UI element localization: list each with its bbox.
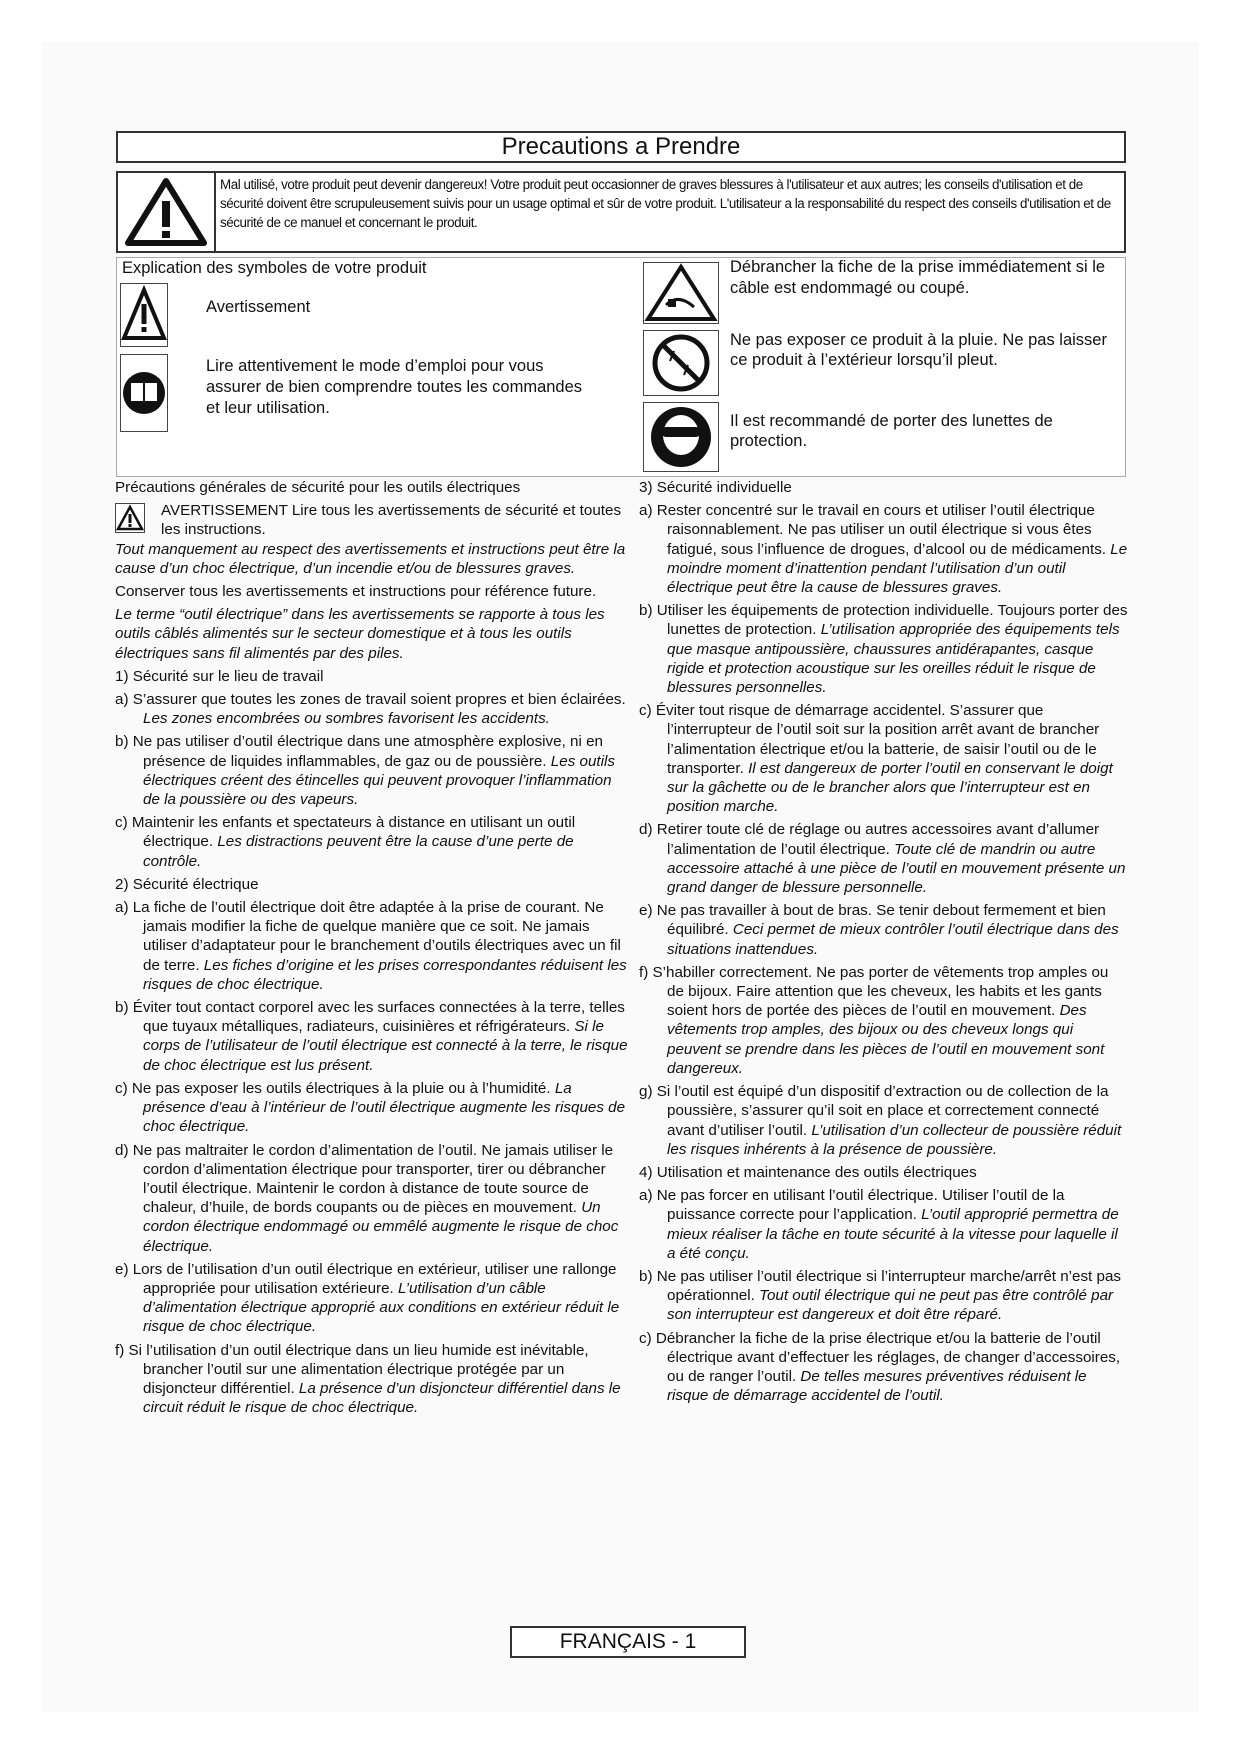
list-item: d) Ne pas maltraiter le cordon d’alimentation de l’outil. Ne jamais utiliser le cordon d’alimentation électrique pour transporter, tirer ou débrancher l’outil électrique. Maintenir le cordon à distance de toute source de chaleur, d’huile, de bords coupants ou de pièces en mouvement. Un cordon électrique endommagé ou emmêlé augmente le risque de choc électrique. (115, 1141, 619, 1255)
list-item: f) Si l’utilisation d’un outil électrique dans un lieu humide est inévitable, brancher l’outil sur une alimentation électrique protégée par un disjoncteur différentiel. La présence d’un disjoncteur différentiel dans le circuit réduit le risque de choc électrique. (115, 1341, 621, 1417)
unplug-cable-icon (643, 262, 719, 324)
list-item: a) Ne pas forcer en utilisant l’outil électrique. Utiliser l’outil de la puissance correcte pour l’application. L’outil approprié permettra de mieux réaliser la tâche en toute sécurité à la vitesse pour laquelle il a été conçu. (639, 1187, 1119, 1262)
safety-goggles-icon (643, 402, 719, 472)
symbol-goggles-label: Il est recommandé de porter des lunettes de protection. (730, 412, 1053, 450)
list-item: b) Ne pas utiliser d’outil électrique dans une atmosphère explosive, ni en présence de liquides inflammables, de gaz ou de poussière. Les outils électriques créent des étincelles qui peuvent provoquer l’inflammation de la poussière ou des vapeurs. (115, 733, 615, 809)
left-column (115, 478, 629, 1421)
symbol-manual-label: Lire attentivement le mode d’emploi pour vous assurer de bien comprendre toutes les commandes et leur utilisation. (206, 357, 583, 417)
intro-warning-box (116, 171, 1126, 253)
general-warning (115, 501, 629, 539)
intro-text: Mal utilisé, votre produit peut devenir dangereux! Votre produit peut occasionner de graves blessures à l'utilisateur et aux autres; les conseils d'utilisation et de sécurité doivent être scrupuleusement suivis pour un usage optimal et sûr de votre produit. L'utilisateur a la responsabilité du respect des conseils d'utilisation et de sécurité de ce manuel et concernant le produit. (220, 177, 1111, 230)
warning-triangle-icon (118, 173, 216, 251)
list-item: b) Ne pas utiliser l’outil électrique si l’interrupteur marche/arrêt n’est pas opérationnel. Tout outil électrique qui ne peut pas être contrôlé par son interrupteur est dangereux et doit être réparé. (639, 1267, 1121, 1324)
list-item: c) Ne pas exposer les outils électriques à la pluie ou à l’humidité. La présence d’eau à l’intérieur de l’outil électrique augmente les risques de choc électrique. (115, 1079, 626, 1136)
list-item: c) Débrancher la fiche de la prise électrique et/ou la batterie de l’outil électrique avant d’effectuer les réglages, de changer d’accessoires, ou de ranger l’outil. De telles mesures préventives réduisent le risque de démarrage accidentel de l’outil. (639, 1329, 1121, 1405)
symbol-warning-label: Avertissement (206, 298, 311, 316)
term-definition: Le terme “outil électrique” dans les avertissements se rapporte à tous les outils câblés alimentés sur le secteur domestique et à tous les outils électriques sans fil alimentés par des piles. (115, 606, 605, 662)
symbol-unplug-label: Débrancher la fiche de la prise immédiatement si le câble est endommagé ou coupé. (730, 258, 1106, 297)
list-item: c) Éviter tout risque de démarrage accidentel. S’assurer que l’interrupteur de l’outil soit sur la position arrêt avant de brancher l’alimentation électrique et/ou la batterie, de saisir l’outil ou de le transporter. Il est dangereux de porter l’outil en conservant le doigt sur la gâchette ou de le brancher alors que l’interrupteur est en position marche. (639, 702, 1113, 816)
right-column (639, 478, 1129, 1409)
list-item: a) Rester concentré sur le travail en cours et utiliser l’outil électrique raisonnablement. Ne pas utiliser un outil électrique si vous êtes fatigué, sous l’influence de drogues, d’alcool ou de médicaments. Le moindre moment d’inattention pendant l’utilisation d’un outil électrique peut être la cause de blessures graves. (639, 502, 1128, 597)
warning-triangle-icon (115, 503, 145, 533)
page-footer: FRANÇAIS - 1 (510, 1626, 746, 1658)
list-item: b) Éviter tout contact corporel avec les surfaces connectées à la terre, telles que tuyaux métalliques, radiateurs, cuisinières et réfrigérateurs. Si le corps de l’utilisateur de l’outil électrique est connecté à la terre, le risque de choc électrique est lus présent. (115, 999, 628, 1074)
symbol-rain-label: Ne pas exposer ce produit à la pluie. Ne pas laisser ce produit à l’extérieur lorsqu’il pleut. (730, 331, 1107, 369)
list-item: b) Utiliser les équipements de protection individuelle. Toujours porter des lunettes de protection. L’utilisation appropriée des équipements tels que masque antipoussière, chaussures antidérapantes, casque rigide et protection acoustique sur les oreilles réduit le risque de blessures personnelles. (639, 602, 1128, 697)
list-item: e) Lors de l’utilisation d’un outil électrique en extérieur, utiliser une rallonge appropriée pour utilisation extérieure. L’utilisation d’un câble d’alimentation électrique approprié aux conditions en extérieur réduit le risque de choc électrique. (115, 1260, 620, 1336)
list-item: c) Maintenir les enfants et spectateurs à distance en utilisant un outil électrique. Les distractions peuvent être la cause d’une perte de contrôle. (115, 814, 576, 870)
warning-triangle-icon (120, 283, 168, 347)
list-item: d) Retirer toute clé de réglage ou autres accessoires avant d’allumer l’alimentation de l’outil électrique. Toute clé de mandrin ou autre accessoire attaché à une pièce de l’outil en mouvement présente un grand danger de blessure personnelle. (639, 821, 1126, 897)
list-item: a) La fiche de l’outil électrique doit être adaptée à la prise de courant. Ne jamais modifier la fiche de quelque manière que ce soit. Ne jamais utiliser d’adaptateur pour le branchement d’outils électriques avec un fil de terre. Les fiches d’origine et les prises correspondantes réduisent les risques de choc électrique. (115, 899, 627, 993)
symbols-heading: Explication des symboles de votre produit (122, 259, 427, 277)
warning-text-italic: Tout manquement au respect des avertissements et instructions peut être la cause d’un choc électrique, d’un incendie et/ou de blessures graves. (115, 540, 626, 577)
page-title: Precautions a Prendre (116, 131, 1126, 163)
subsection-heading: 2) Sécurité électrique (115, 875, 259, 893)
list-item: f) S’habiller correctement. Ne pas porter de vêtements trop amples ou de bijoux. Faire attention que les cheveux, les habits et les gants soient hors de portée des pièces de l’outil en mouvement. Des vêtements trop amples, des bijoux ou des cheveux longs qui peuvent se prendre dans les pièces de l’outil en mouvement sont dangereux. (639, 963, 1109, 1077)
subsection-heading: 1) Sécurité sur le lieu de travail (115, 667, 324, 685)
section-heading: Précautions générales de sécurité pour les outils électriques (115, 479, 521, 496)
list-item: g) Si l’outil est équipé d’un dispositif d’extraction ou de collection de la poussière, s’assurer qu’il soit en place et correctement connecté avant d’utiliser l’outil. L’utilisation d’un collecteur de poussière réduit les risques inhérents à la présence de poussière. (639, 1083, 1122, 1158)
subsection-heading: 4) Utilisation et maintenance des outils électriques (639, 1163, 977, 1181)
no-rain-icon (643, 330, 719, 396)
subsection-heading: 3) Sécurité individuelle (639, 479, 792, 496)
read-manual-icon (120, 354, 168, 432)
keep-instructions: Conserver tous les avertissements et instructions pour référence future. (115, 583, 597, 601)
warning-text: AVERTISSEMENT Lire tous les avertissements de sécurité et toutes les instructions. (161, 502, 622, 539)
list-item: e) Ne pas travailler à bout de bras. Se tenir debout fermement et bien équilibré. Ceci permet de mieux contrôler l’outil électrique dans des situations inattendues. (639, 902, 1119, 958)
list-item: a) S’assurer que toutes les zones de travail soient propres et bien éclairées. Les zones encombrées ou sombres favorisent les accidents. (115, 691, 626, 728)
